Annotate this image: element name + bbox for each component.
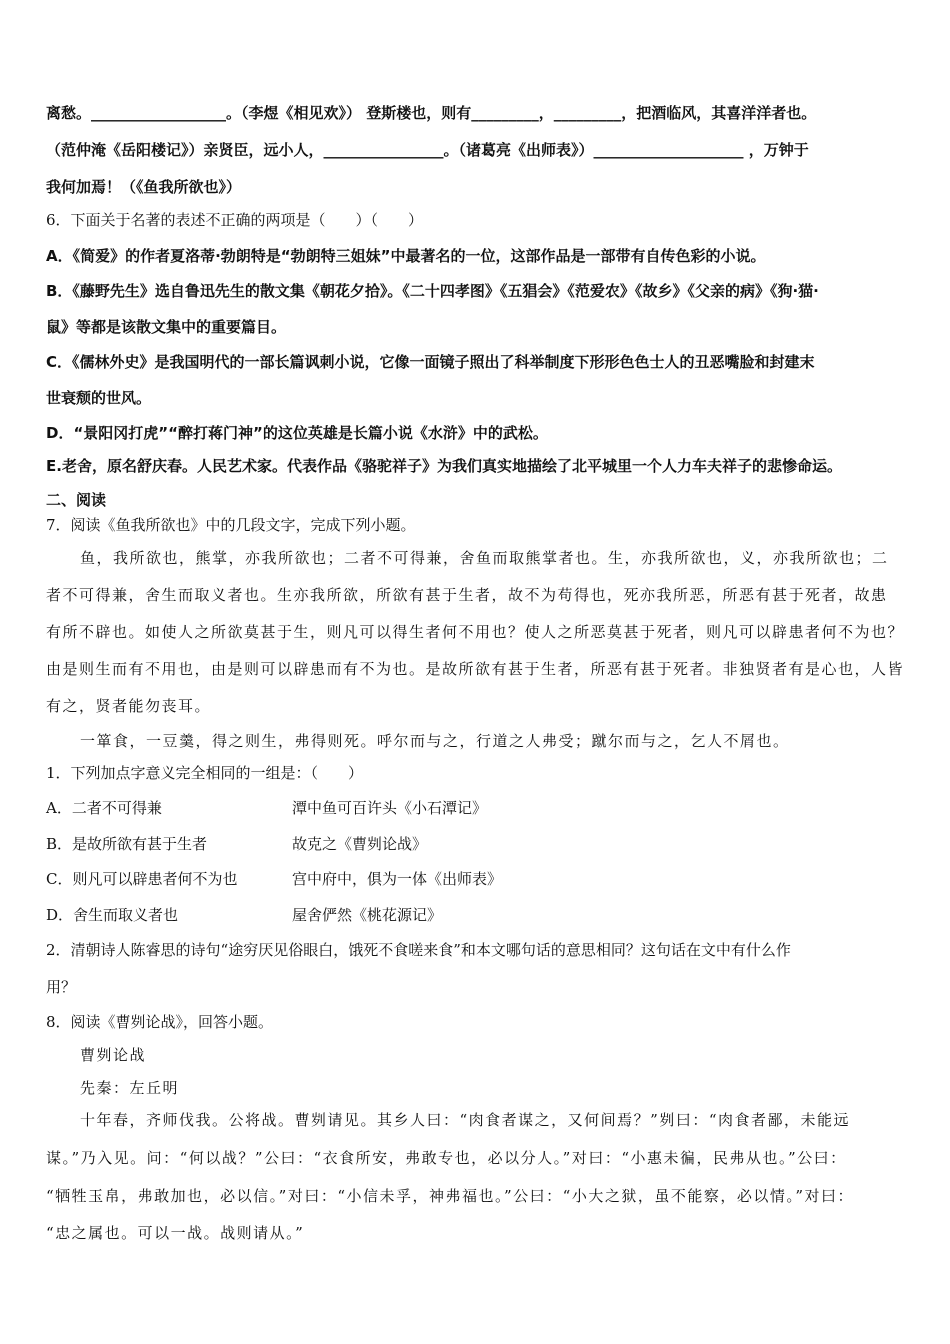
passage-line: 有所不辟也。如使人之所欲莫甚于生，则凡可以得生者何不用也？使人之所恶莫甚于死者，则凡可以辟患者何不为也？ xyxy=(46,623,905,641)
subquestion-1-option-d xyxy=(46,905,443,925)
text-line: “忠之属也。可以一战。战则请从。” xyxy=(46,1224,305,1242)
passage-line: 鱼，我所欲也，熊掌，亦我所欲也；二者不可得兼，舍鱼而取熊掌者也。生，亦我所欲也，义，亦我所欲也；二 xyxy=(80,549,889,567)
subquestion-1-stem: 1．下列加点字意义完全相同的一组是：（ ） xyxy=(46,764,364,782)
option-a-right: 潭中鱼可百许头《小石潭记》 xyxy=(292,799,488,817)
text-title: 曹刿论战 xyxy=(80,1046,147,1064)
question-6-option-c: C．《儒林外史》是我国明代的一部长篇讽刺小说，它像一面镜子照出了科举制度下形形色色士人的丑恶嘴脸和封建末 xyxy=(46,353,815,371)
text-line: 谋。”乃入见。问：“何以战？”公曰：“衣食所安，弗敢专也，必以分人。”对曰：“小惠未徧，民弗从也。”公曰： xyxy=(46,1149,847,1167)
subquestion-1-option-a xyxy=(46,798,488,818)
question-6-option-d: D．“景阳冈打虎”“醉打蒋门神”的这位英雄是长篇小说《水浒》中的武松。 xyxy=(46,424,548,442)
section-heading-reading: 二、阅读 xyxy=(46,491,107,509)
fill-blank-line-2: （范仲淹《岳阳楼记》）亲贤臣，远小人，________________。（诸葛亮《出师表》）____________________ ，万钟于 xyxy=(46,141,809,159)
option-a-left: A．二者不可得兼 xyxy=(46,799,162,817)
fill-blank-line-1: 离愁。__________________。（李煜《相见欢》） 登斯楼也，则有_________，_________，把酒临风，其喜洋洋者也。 xyxy=(46,104,817,122)
option-b-left: B．是故所欲有甚于生者 xyxy=(46,835,208,853)
option-b-right: 故克之《曹刿论战》 xyxy=(292,835,428,853)
question-6-option-b: B．《藤野先生》选自鲁迅先生的散文集《朝花夕拾》。《二十四孝图》《五猖会》《范爱农》《故乡》《父亲的病》《狗·猫· xyxy=(46,282,819,300)
question-7-stem: 7．阅读《鱼我所欲也》中的几段文字，完成下列小题。 xyxy=(46,516,416,534)
question-8-stem: 8．阅读《曹刿论战》，回答小题。 xyxy=(46,1013,274,1031)
passage-line: 一箪食，一豆羹，得之则生，弗得则死。呼尔而与之，行道之人弗受；蹴尔而与之，乞人不屑也。 xyxy=(80,732,790,750)
question-6-option-e: E.老舍，原名舒庆春。人民艺术家。代表作品《骆驼祥子》为我们真实地描绘了北平城里一个人力车夫祥子的悲惨命运。 xyxy=(46,457,842,475)
text-line: 十年春，齐师伐我。公将战。曹刿请见。其乡人曰：“肉食者谋之，又何间焉？”刿曰：“肉食者鄙，未能远 xyxy=(80,1111,851,1129)
passage-line: 有之，贤者能勿丧耳。 xyxy=(46,697,212,715)
question-6-option-c-cont: 世衰颓的世风。 xyxy=(46,389,152,407)
subquestion-2-stem: 2．清朝诗人陈睿思的诗句“途穷厌见俗眼白，饿死不食嗟来食”和本文哪句话的意思相同？这句话在文中有什么作 xyxy=(46,941,791,959)
passage-line: 由是则生而有不用也，由是则可以辟患而有不为也。是故所欲有甚于生者，所恶有甚于死者。非独贤者有是心也，人皆 xyxy=(46,660,905,678)
option-c-right: 宫中府中，俱为一体《出师表》 xyxy=(292,870,503,888)
fill-blank-line-3: 我何加焉！（《鱼我所欲也》） xyxy=(46,178,242,196)
option-d-right: 屋舍俨然《桃花源记》 xyxy=(292,906,443,924)
text-author: 先秦：左丘明 xyxy=(80,1079,180,1097)
subquestion-1-option-b xyxy=(46,834,428,854)
passage-line: 者不可得兼，舍生而取义者也。生亦我所欲，所欲有甚于生者，故不为苟得也，死亦我所恶，所恶有甚于死者，故患 xyxy=(46,586,888,604)
question-6-stem: 6．下面关于名著的表述不正确的两项是（ ）（ ） xyxy=(46,211,424,229)
subquestion-2-stem-cont: 用？ xyxy=(46,978,77,996)
question-6-option-b-cont: 鼠》等都是该散文集中的重要篇目。 xyxy=(46,318,287,336)
text-line: “牺牲玉帛，弗敢加也，必以信。”对曰：“小信未孚，神弗福也。”公曰：“小大之狱，虽不能察，必以情。”对曰： xyxy=(46,1187,855,1205)
option-d-left: D．舍生而取义者也 xyxy=(46,906,179,924)
subquestion-1-option-c xyxy=(46,869,503,889)
question-6-option-a: A．《简爱》的作者夏洛蒂·勃朗特是“勃朗特三姐妹”中最著名的一位，这部作品是一部带有自传色彩的小说。 xyxy=(46,247,766,265)
option-c-left: C．则凡可以辟患者何不为也 xyxy=(46,870,238,888)
